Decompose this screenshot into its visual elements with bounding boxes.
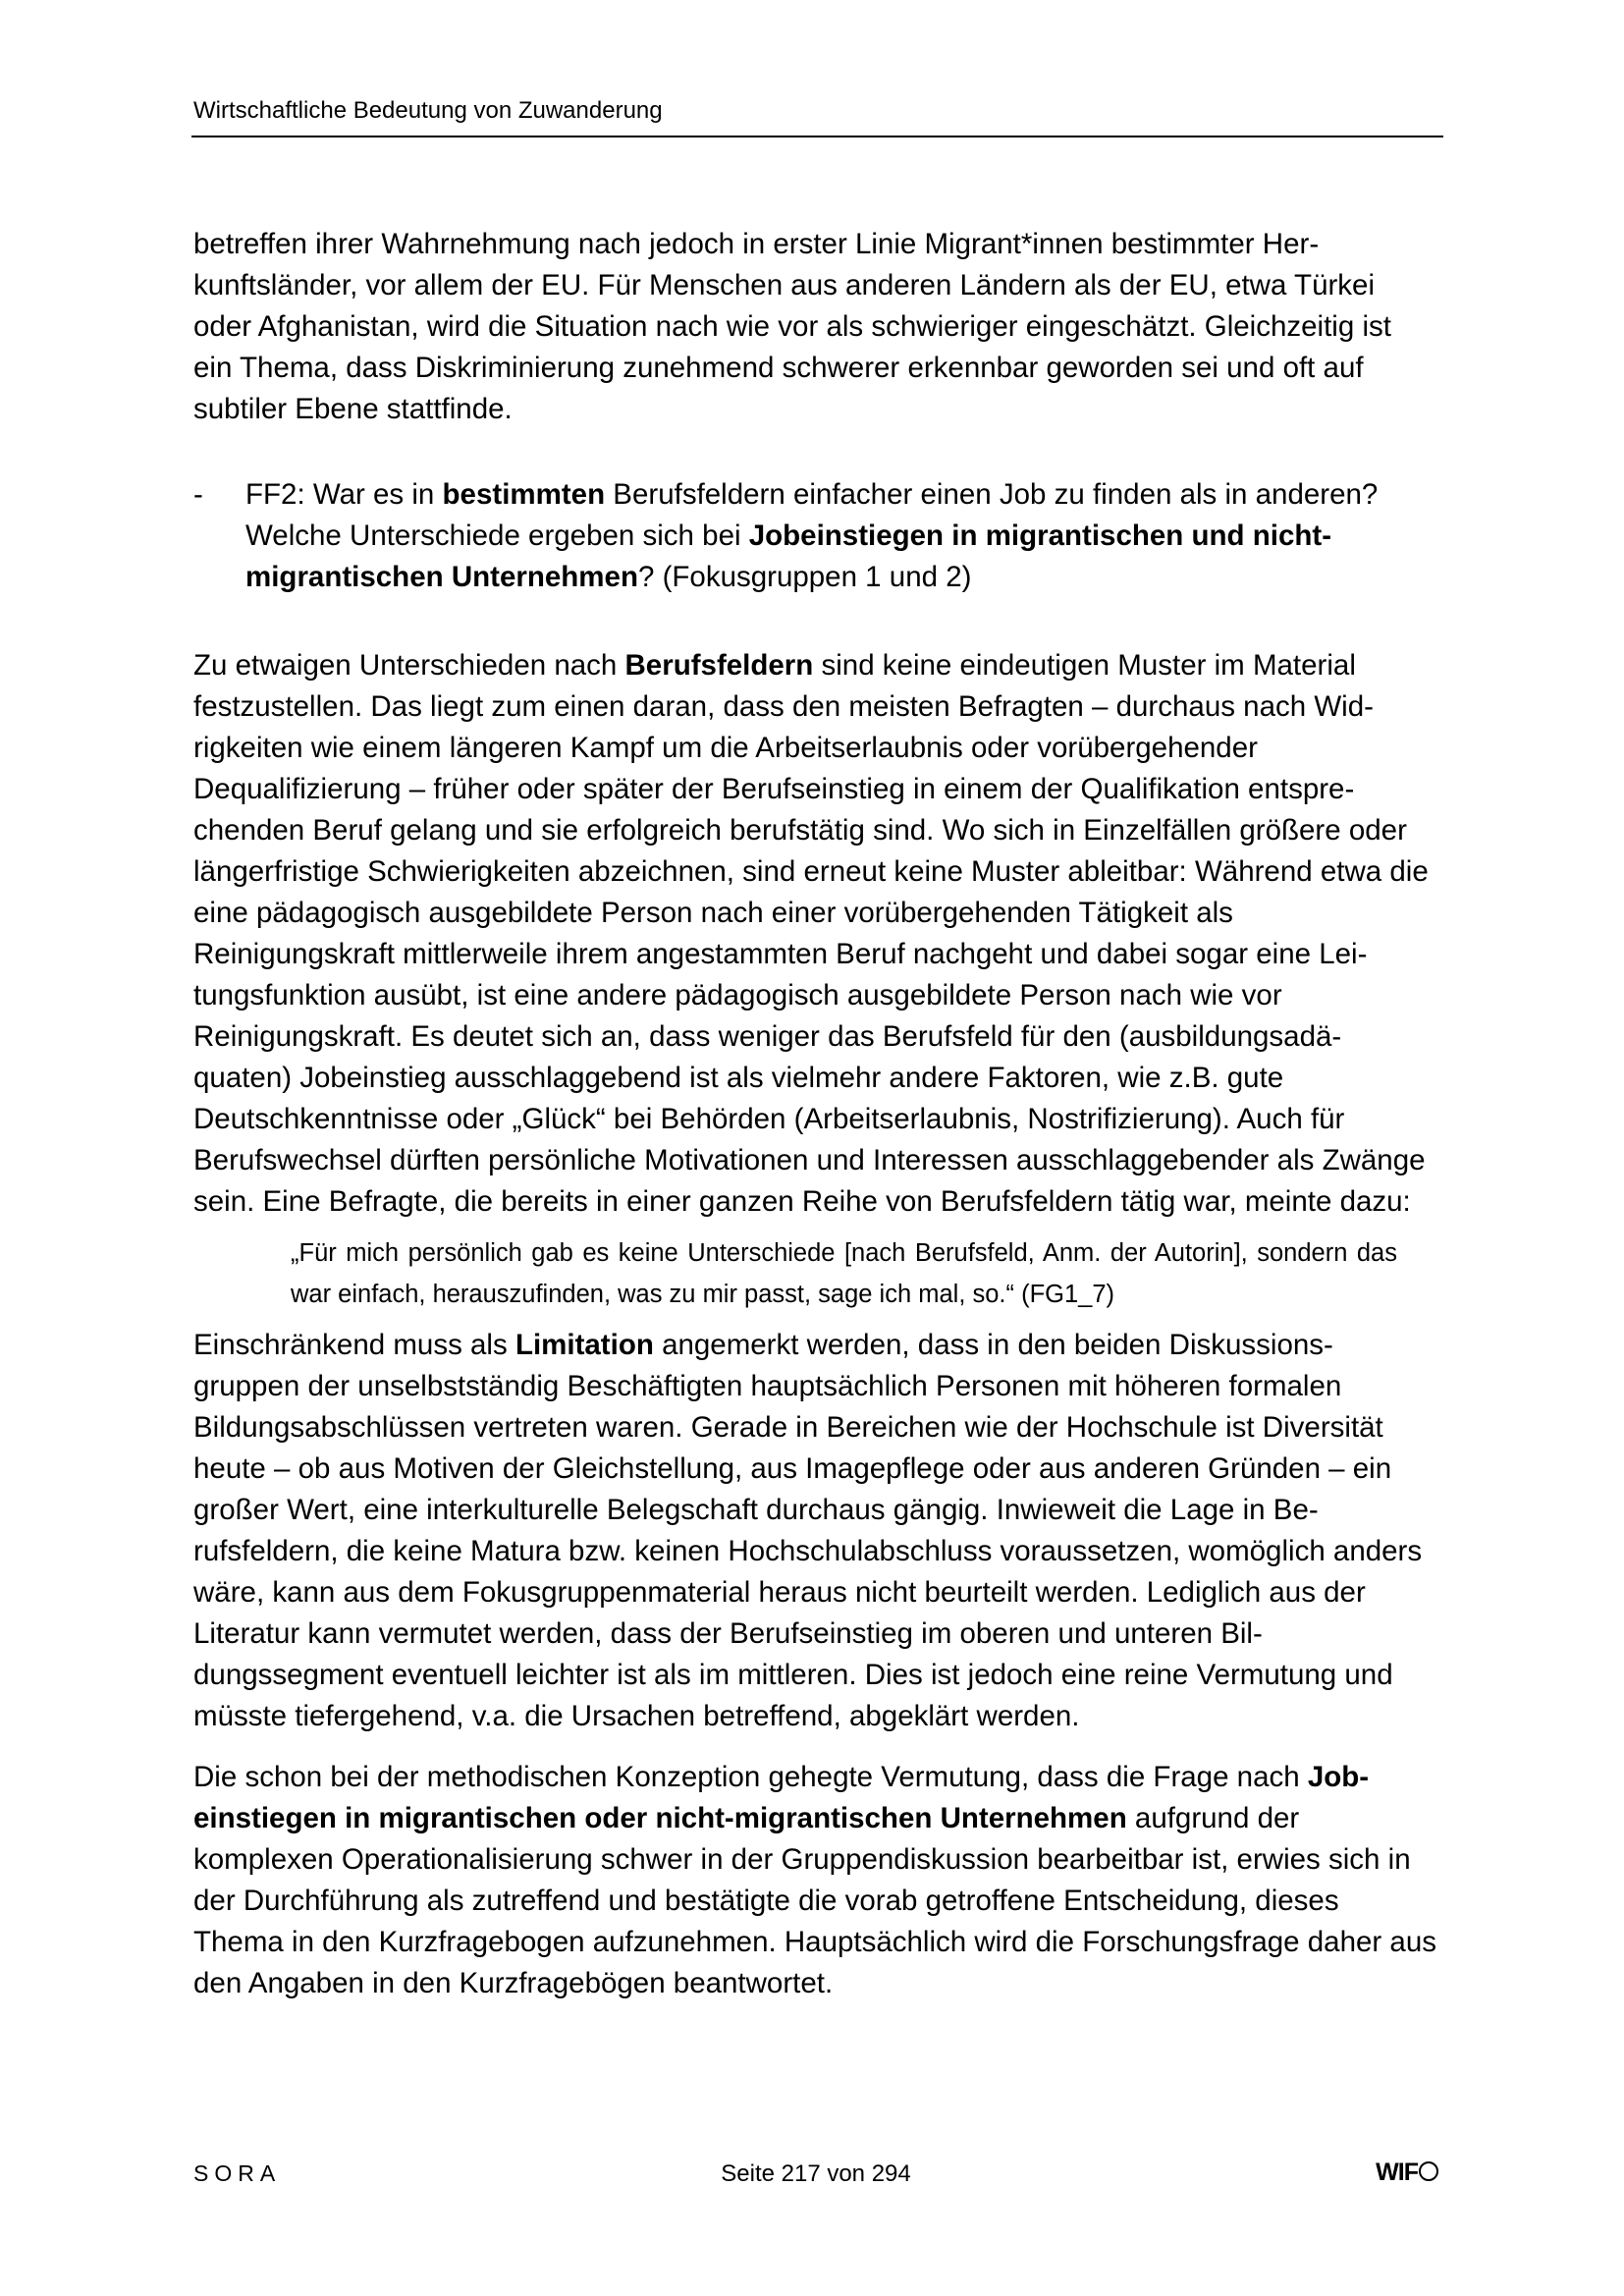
wifo-circle-icon [1419,2161,1438,2181]
list-dash: - [193,478,203,511]
paragraph-2: Zu etwaigen Unterschieden nach Berufsfeldern sind keine eindeutigen Muster im Material festzustellen. Das liegt zum einen daran, dass den meisten Befragten – durchaus nach Wid-rigkeiten wie einem längeren Kampf um die Arbeitserlaubnis oder vorübergehender Dequalifizierung – früher oder später der Berufseinstieg in einem der Qualifikation entspre-chenden Beruf gelang und sie erfolgreich berufstätig sind. Wo sich in Einzelfällen größere oder längerfristige Schwierigkeiten abzeichnen, sind erneut keine Muster ableitbar: Während etwa die eine pädagogisch ausgebildete Person nach einer vorübergehenden Tätigkeit als Reinigungskraft mittlerweile ihrem angestammten Beruf nachgeht und dabei sogar eine Lei-tungsfunktion ausübt, ist eine andere pädagogisch ausgebildete Person nach wie vor Reinigungskraft. Es deutet sich an, dass weniger das Berufsfeld für den (ausbildungsadä-quaten) Jobeinstieg ausschlaggebend ist als vielmehr andere Faktoren, wie z.B. gute Deutschkenntnisse oder „Glück“ bei Behörden (Arbeitserlaubnis, Nostrifizierung). Auch für Berufswechsel dürften persönliche Motivationen und Interessen ausschlaggebender als Zwänge sein. Eine Befragte, die bereits in einer ganzen Reihe von Berufsfeldern tätig war, meinte dazu: [193,649,1429,1218]
wifo-logo: WIF [1376,2159,1438,2187]
page-content [193,224,1436,2004]
page-number: Seite 217 von 294 [721,2160,911,2187]
paragraph-1: betreffen ihrer Wahrnehmung nach jedoch in erster Linie Migrant*innen bestimmter Her-kunftsländer, vor allem der EU. Für Menschen aus anderen Ländern als der EU, etwa Türkei oder Afghanistan, wird die Situation nach wie vor als schwieriger eingeschätzt. Gleichzeitig ist ein Thema, dass Diskriminierung zunehmend schwerer erkennbar geworden sei und oft auf subtiler Ebene stattfinde. [193,228,1391,425]
bold-term: Limitation [514,1329,654,1361]
bold-term: Berufsfeldern [624,649,814,682]
sora-logo-text: SORA [193,2160,282,2186]
block-quote: „Für mich persönlich gab es keine Unterschiede [nach Berufsfeld, Anm. der Autorin], sondern das war einfach, herauszufinden, was zu mir passt, sage ich mal, so.“ (FG1_7) [291,1239,1397,1308]
bold-term: bestimmten [442,478,606,511]
header-title: Wirtschaftliche Bedeutung von Zuwanderung [193,97,663,124]
page-footer [193,2160,1438,2196]
research-question-text: FF2: War es in bestimmten Berufsfeldern einfacher einen Job zu finden als in anderen? Welche Unterschiede ergeben sich bei Jobeinstiegen in migrantischen und nicht-migrantischen Unternehmen? (Fokusgruppen 1 und 2) [245,478,1379,593]
paragraph-3: Einschränkend muss als Limitation angemerkt werden, dass in den beiden Diskussions-gruppen der unselbstständig Beschäftigten hauptsächlich Personen mit höheren formalen Bildungsabschlüssen vertreten waren. Gerade in Bereichen wie der Hochschule ist Diversität heute – ob aus Motiven der Gleichstellung, aus Imagepflege oder aus anderen Gründen – ein großer Wert, eine interkulturelle Belegschaft durchaus gängig. Inwieweit die Lage in Be-rufsfeldern, die keine Matura bzw. keinen Hochschulabschluss voraussetzen, womöglich anders wäre, kann aus dem Fokusgruppenmaterial heraus nicht beurteilt werden. Lediglich aus der Literatur kann vermutet werden, dass der Berufseinstieg im oberen und unteren Bil-dungssegment eventuell leichter ist als im mittleren. Dies ist jedoch eine reine Vermutung und müsste tiefergehend, v.a. die Ursachen betreffend, abgeklärt werden. [193,1329,1423,1732]
research-question-item [193,474,1436,598]
page-header [191,96,1443,137]
bold-term: Jobeinstiegen in migrantischen und nicht-migrantischen Unternehmen [245,519,1332,593]
paragraph-4: Die schon bei der methodischen Konzeption gehegte Vermutung, dass die Frage nach Job-einstiegen in migrantischen oder nicht-migrantischen Unternehmen aufgrund der komplexen Operationalisierung schwer in der Gruppendiskussion bearbeitbar ist, erwies sich in der Durchführung als zutreffend und bestätigte die vorab getroffene Entscheidung, dieses Thema in den Kurzfragebogen aufzunehmen. Hauptsächlich wird die Forschungsfrage daher aus den Angaben in den Kurzfragebögen beantwortet. [193,1761,1436,1999]
bold-term: Job-einstiegen in migrantischen oder nicht-migrantischen Unternehmen [193,1761,1370,1834]
